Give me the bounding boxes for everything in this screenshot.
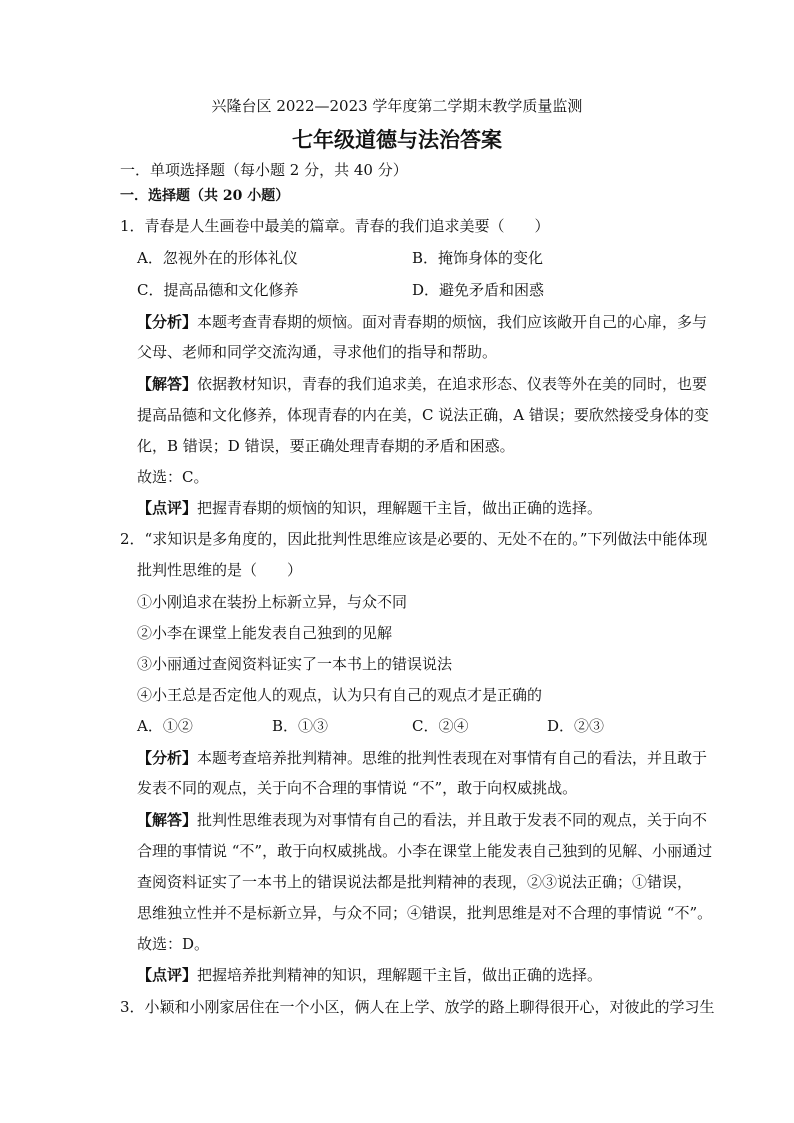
- q3-stem: 3．小颖和小刚家居住在一个小区，俩人在上学、放学的路上聊得很开心，对彼此的学习生: [120, 998, 715, 1016]
- answer-tag: 【解答】: [137, 811, 198, 829]
- q1-choice: 故选：C。: [137, 468, 209, 486]
- comment-tag: 【点评】: [137, 499, 198, 517]
- q1-answer-cont-1: 提高品德和文化修养，体现青春的内在美，C 说法正确，A 错误；要欣然接受身体的变: [137, 406, 709, 424]
- q1-comment: [137, 498, 602, 518]
- q2-item-1: ①小刚追求在装扮上标新立异，与众不同: [137, 593, 408, 611]
- q2-item-3: ③小丽通过查阅资料证实了一本书上的错误说法: [137, 655, 453, 673]
- q1-option-d: D．避免矛盾和困惑: [412, 281, 545, 299]
- q1-option-b: B．掩饰身体的变化: [412, 249, 544, 267]
- q1-analysis: [137, 312, 707, 332]
- q1-stem: 1．青春是人生画卷中最美的篇章。青春的我们追求美要（ ）: [120, 217, 550, 235]
- q2-option-a: A．①②: [137, 717, 193, 735]
- answer-text: 依据教材知识，青春的我们追求美，在追求形态、仪表等外在美的同时，也要: [197, 375, 708, 393]
- analysis-tag: 【分析】: [137, 313, 198, 331]
- comment-text: 把握青春期的烦恼的知识，理解题干主旨，做出正确的选择。: [197, 499, 603, 517]
- q2-choice: 故选：D。: [137, 935, 210, 953]
- answer-tag: 【解答】: [137, 375, 198, 393]
- answer-text: 批判性思维表现为对事情有自己的看法，并且敢于发表不同的观点，关于向不: [197, 811, 708, 829]
- q2-analysis-cont: 发表不同的观点，关于向不合理的事情说 “不”，敢于向权威挑战。: [137, 779, 578, 797]
- section-subheading: 一．选择题（共 20 小题）: [120, 188, 290, 204]
- section-heading: 一．单项选择题（每小题 2 分，共 40 分）: [120, 161, 408, 179]
- q1-option-a: A．忽视外在的形体礼仪: [137, 249, 298, 267]
- exam-title: 兴隆台区 2022—2023 学年度第二学期末教学质量监测: [211, 97, 583, 115]
- q2-option-b: B．①③: [272, 717, 329, 735]
- q1-answer-cont-2: 化，B 错误；D 错误，要正确处理青春期的矛盾和困惑。: [137, 437, 515, 455]
- q2-item-2: ②小李在课堂上能发表自己独到的见解: [137, 624, 393, 642]
- analysis-text: 本题考查培养批判精神。思维的批判性表现在对事情有自己的看法，并且敢于: [197, 749, 708, 767]
- comment-tag: 【点评】: [137, 966, 198, 984]
- q2-option-d: D．②③: [547, 717, 605, 735]
- q2-comment: [137, 965, 602, 985]
- q2-answer-cont-3: 思维独立性并不是标新立异，与众不同；④错误，批判思维是对不合理的事情说 “不”。: [137, 904, 713, 922]
- q2-analysis: [137, 748, 707, 768]
- q1-answer: [137, 374, 707, 394]
- q2-stem: 2．“求知识是多角度的，因此批判性思维应该是必要的、无处不在的。”下列做法中能体现: [120, 530, 708, 548]
- page-title: 七年级道德与法治答案: [292, 127, 502, 152]
- q2-option-c: C．②④: [412, 717, 469, 735]
- q1-option-c: C．提高品德和文化修养: [137, 281, 299, 299]
- comment-text: 把握培养批判精神的知识，理解题干主旨，做出正确的选择。: [197, 966, 603, 984]
- q2-answer-cont-1: 合理的事情说 “不”，敢于向权威挑战。小李在课堂上能发表自己独到的见解、小丽通过: [137, 842, 713, 860]
- q2-stem-cont: 批判性思维的是（ ）: [137, 561, 303, 579]
- q2-answer-cont-2: 查阅资料证实了一本书上的错误说法都是批判精神的表现，②③说法正确；①错误，: [137, 873, 693, 891]
- q2-answer: [137, 810, 707, 830]
- q1-analysis-cont: 父母、老师和同学交流沟通，寻求他们的指导和帮助。: [137, 343, 498, 361]
- analysis-tag: 【分析】: [137, 749, 198, 767]
- q2-item-4: ④小王总是否定他人的观点，认为只有自己的观点才是正确的: [137, 686, 543, 704]
- analysis-text: 本题考查青春期的烦恼。面对青春期的烦恼，我们应该敞开自己的心扉，多与: [197, 313, 708, 331]
